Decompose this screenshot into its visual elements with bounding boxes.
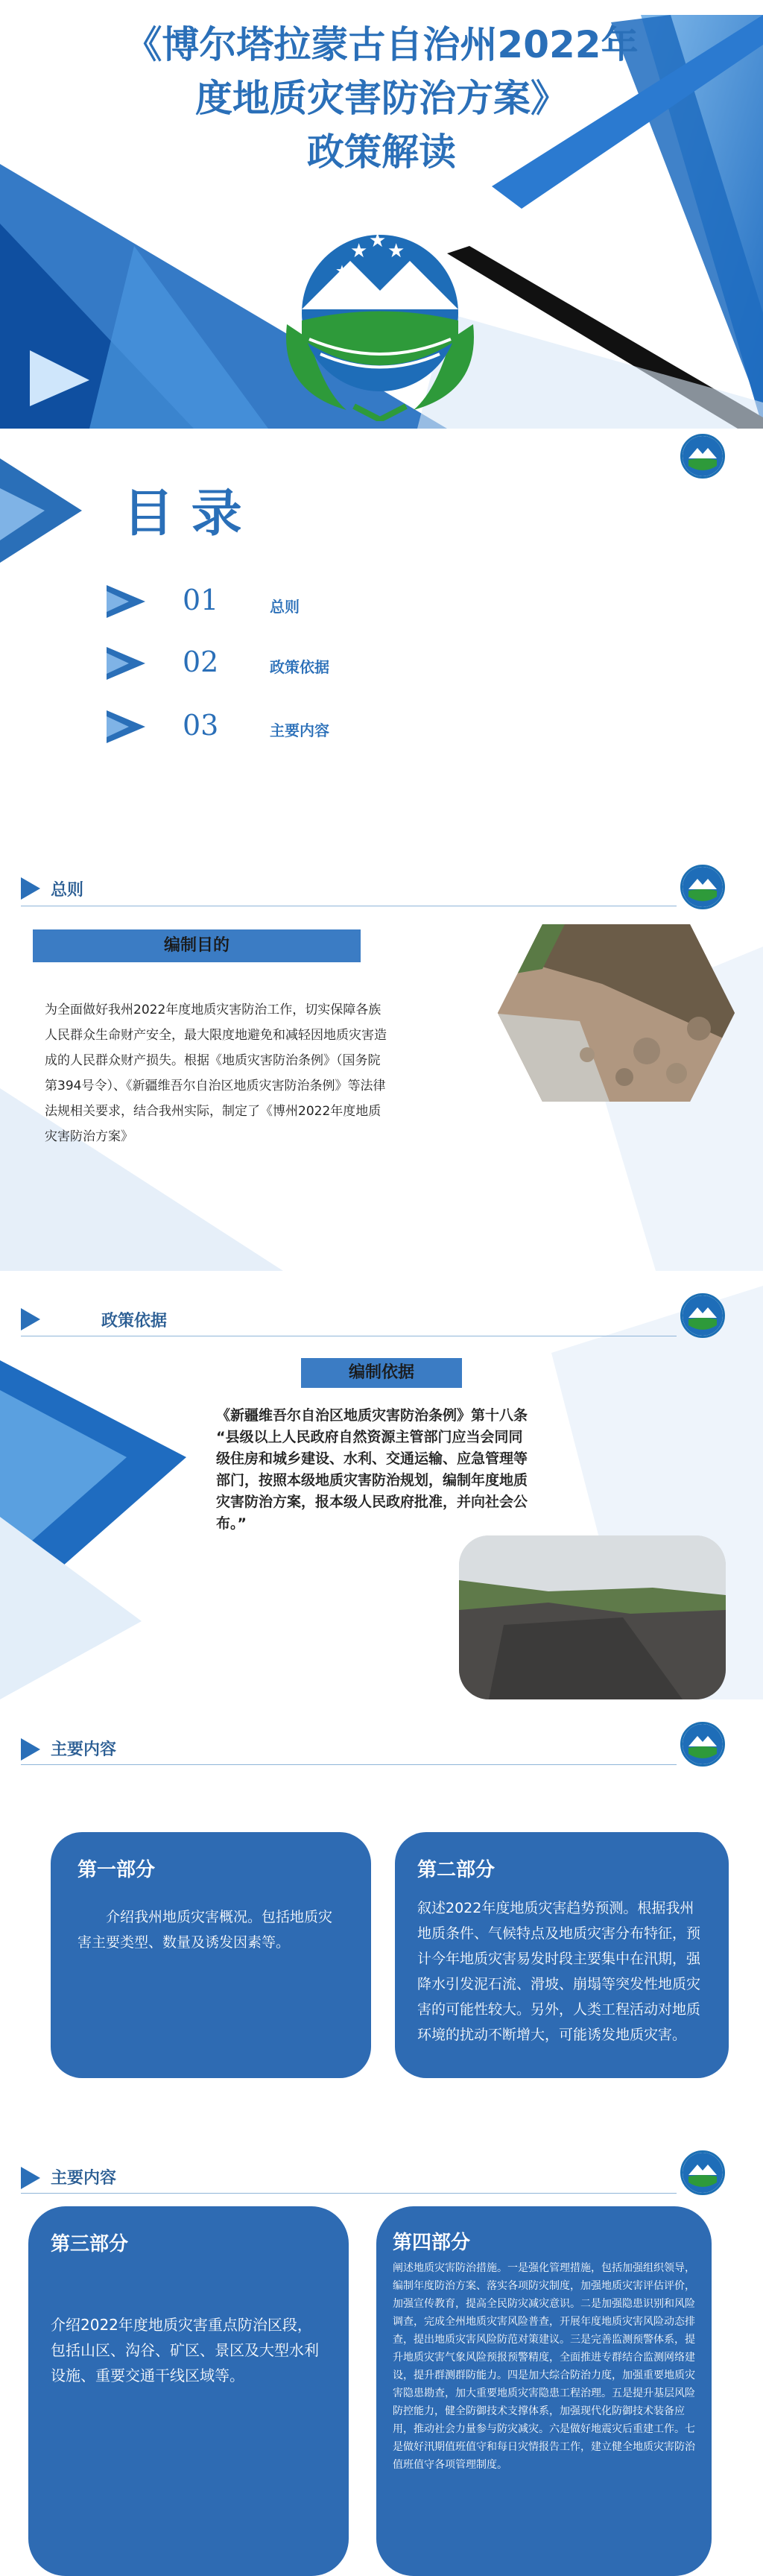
- section-heading: 主要内容: [51, 1740, 117, 1759]
- part4-card: [376, 2206, 712, 2576]
- toc-item-triangle-icon: [107, 710, 145, 743]
- general-body-text: 为全面做好我州2022年度地质灾害防治工作，切实保障各族人民群众生命财产安全，最大限度地避免和减轻因地质灾害造成的人民群众财产损失。根据《地质灾害防治条例》（国务院第394号令）、《新疆维吾尔自治区地质灾害防治条例》等法律法规相关要求，结合我州实际，制定了《博州2022年度地质灾害防治方案》: [45, 1003, 387, 1144]
- landslide-photo: [498, 924, 735, 1102]
- box-label: 编制目的: [33, 929, 361, 962]
- cover-title-line3: 政策解读: [307, 130, 456, 174]
- part4-body: 阐述地质灾害防治措施。一是强化管理措施，包括加强组织领导，编制年度防治方案、落实各项防灾制度，加强地质灾害评估评价，加强宣传教育，提高全民防灾减灾意识。二是加强隐患识别和风险调查，完成全州地质灾害风险普查，开展年度地质灾害风险动态排查，提出地质灾害风险防范对策建议。三是完善监测预警体系，提升地质灾害气象风险预报预警精度，全面推进专群结合监测网络建设，提升群测群防能力。四是加大综合防治力度，加强重要地质灾害隐患勘查，加大重要地质灾害隐患工程治理。五是提升基层风险防控能力，健全防御技术支撑体系，加强现代化防御技术装备应用，推动社会力量参与防灾减灾。六是做好地震灾后重建工作。七是做好汛期值班值守和每日灾情报告工作，建立健全地质灾害防治值班值守各项管理制度。: [393, 2262, 695, 2471]
- general-section: [0, 842, 763, 1271]
- emblem-logo: [265, 220, 496, 421]
- part3-card: [28, 2206, 349, 2576]
- cover-title-line2: 度地质灾害防治方案》: [195, 77, 568, 120]
- cover-section: [0, 0, 763, 429]
- logo-icon: [680, 1722, 725, 1767]
- part3-body: 介绍2022年度地质灾害重点防治区段，包括山区、沟谷、矿区、景区及大型水利设施、重要交通干线区域等。: [51, 2316, 319, 2384]
- toc-item-triangle-icon: [107, 585, 145, 618]
- toc-item-triangle-icon: [107, 647, 145, 680]
- section-heading: 主要内容: [51, 2169, 117, 2188]
- section-triangle-icon: [21, 877, 40, 900]
- part1-card: [51, 1832, 371, 2078]
- section-divider: [21, 1764, 677, 1765]
- section-triangle-icon: [21, 2167, 40, 2189]
- toc-item-label[interactable]: 主要内容: [270, 722, 329, 739]
- toc-item-number[interactable]: 03: [183, 709, 219, 742]
- section-divider: [21, 2193, 677, 2194]
- section-triangle-icon: [21, 1308, 40, 1330]
- section-heading: 总则: [51, 881, 84, 900]
- svg-text:★: ★: [387, 240, 405, 262]
- logo-icon: [680, 1293, 725, 1338]
- svg-text:★: ★: [350, 240, 368, 262]
- debris-flow-photo: [459, 1535, 726, 1699]
- toc-item-number[interactable]: 02: [183, 645, 219, 678]
- part4-title: 第四部分: [393, 2232, 471, 2254]
- basis-section: [0, 1271, 763, 1699]
- cover-title-line1: 《博尔塔拉蒙古自治州2022年: [124, 23, 639, 66]
- basis-body-text: 《新疆维吾尔自治区地质灾害防治条例》第十八条 “县级以上人民政府自然资源主管部门应当会同同级住房和城乡建设、水利、交通运输、应急管理等部门，按照本级地质灾害防治规划，编制年度地质灾害防治方案，报本级人民政府批准，并向社会公布。”: [216, 1407, 528, 1532]
- part1-body: 介绍我州地质灾害概况。包括地质灾害主要类型、数量及诱发因素等。: [77, 1909, 333, 1951]
- toc-decor-triangle: [0, 458, 82, 563]
- toc-item-label[interactable]: 总则: [270, 598, 300, 616]
- toc-title: 目 录: [123, 484, 242, 543]
- svg-text:★: ★: [335, 262, 349, 280]
- svg-text:★: ★: [369, 230, 387, 252]
- toc-item-number[interactable]: 01: [183, 584, 219, 616]
- part1-title: 第一部分: [77, 1859, 156, 1881]
- content-section-2: [0, 2128, 763, 2576]
- content-section-1: [0, 1699, 763, 2128]
- section-triangle-icon: [21, 1738, 40, 1761]
- logo-icon: [680, 434, 725, 479]
- part2-title: 第二部分: [417, 1859, 496, 1881]
- svg-text:★: ★: [406, 262, 420, 280]
- logo-icon: [680, 2150, 725, 2195]
- part3-title: 第三部分: [51, 2233, 129, 2255]
- logo-icon: [680, 865, 725, 909]
- part2-card: [395, 1832, 729, 2078]
- section-heading: 政策依据: [101, 1312, 168, 1330]
- part2-body: 叙述2022年度地质灾害趋势预测。根据我州地质条件、气候特点及地质灾害分布特征，预计今年地质灾害易发时段主要集中在汛期，强降水引发泥石流、滑坡、崩塌等突发性地质灾害的可能性较大。另外，人类工程活动对地质环境的扰动不断增大，可能诱发地质灾害。: [417, 1900, 701, 2043]
- toc-section: [0, 429, 763, 842]
- box-label: 编制依据: [301, 1358, 462, 1388]
- toc-item-label[interactable]: 政策依据: [270, 658, 329, 676]
